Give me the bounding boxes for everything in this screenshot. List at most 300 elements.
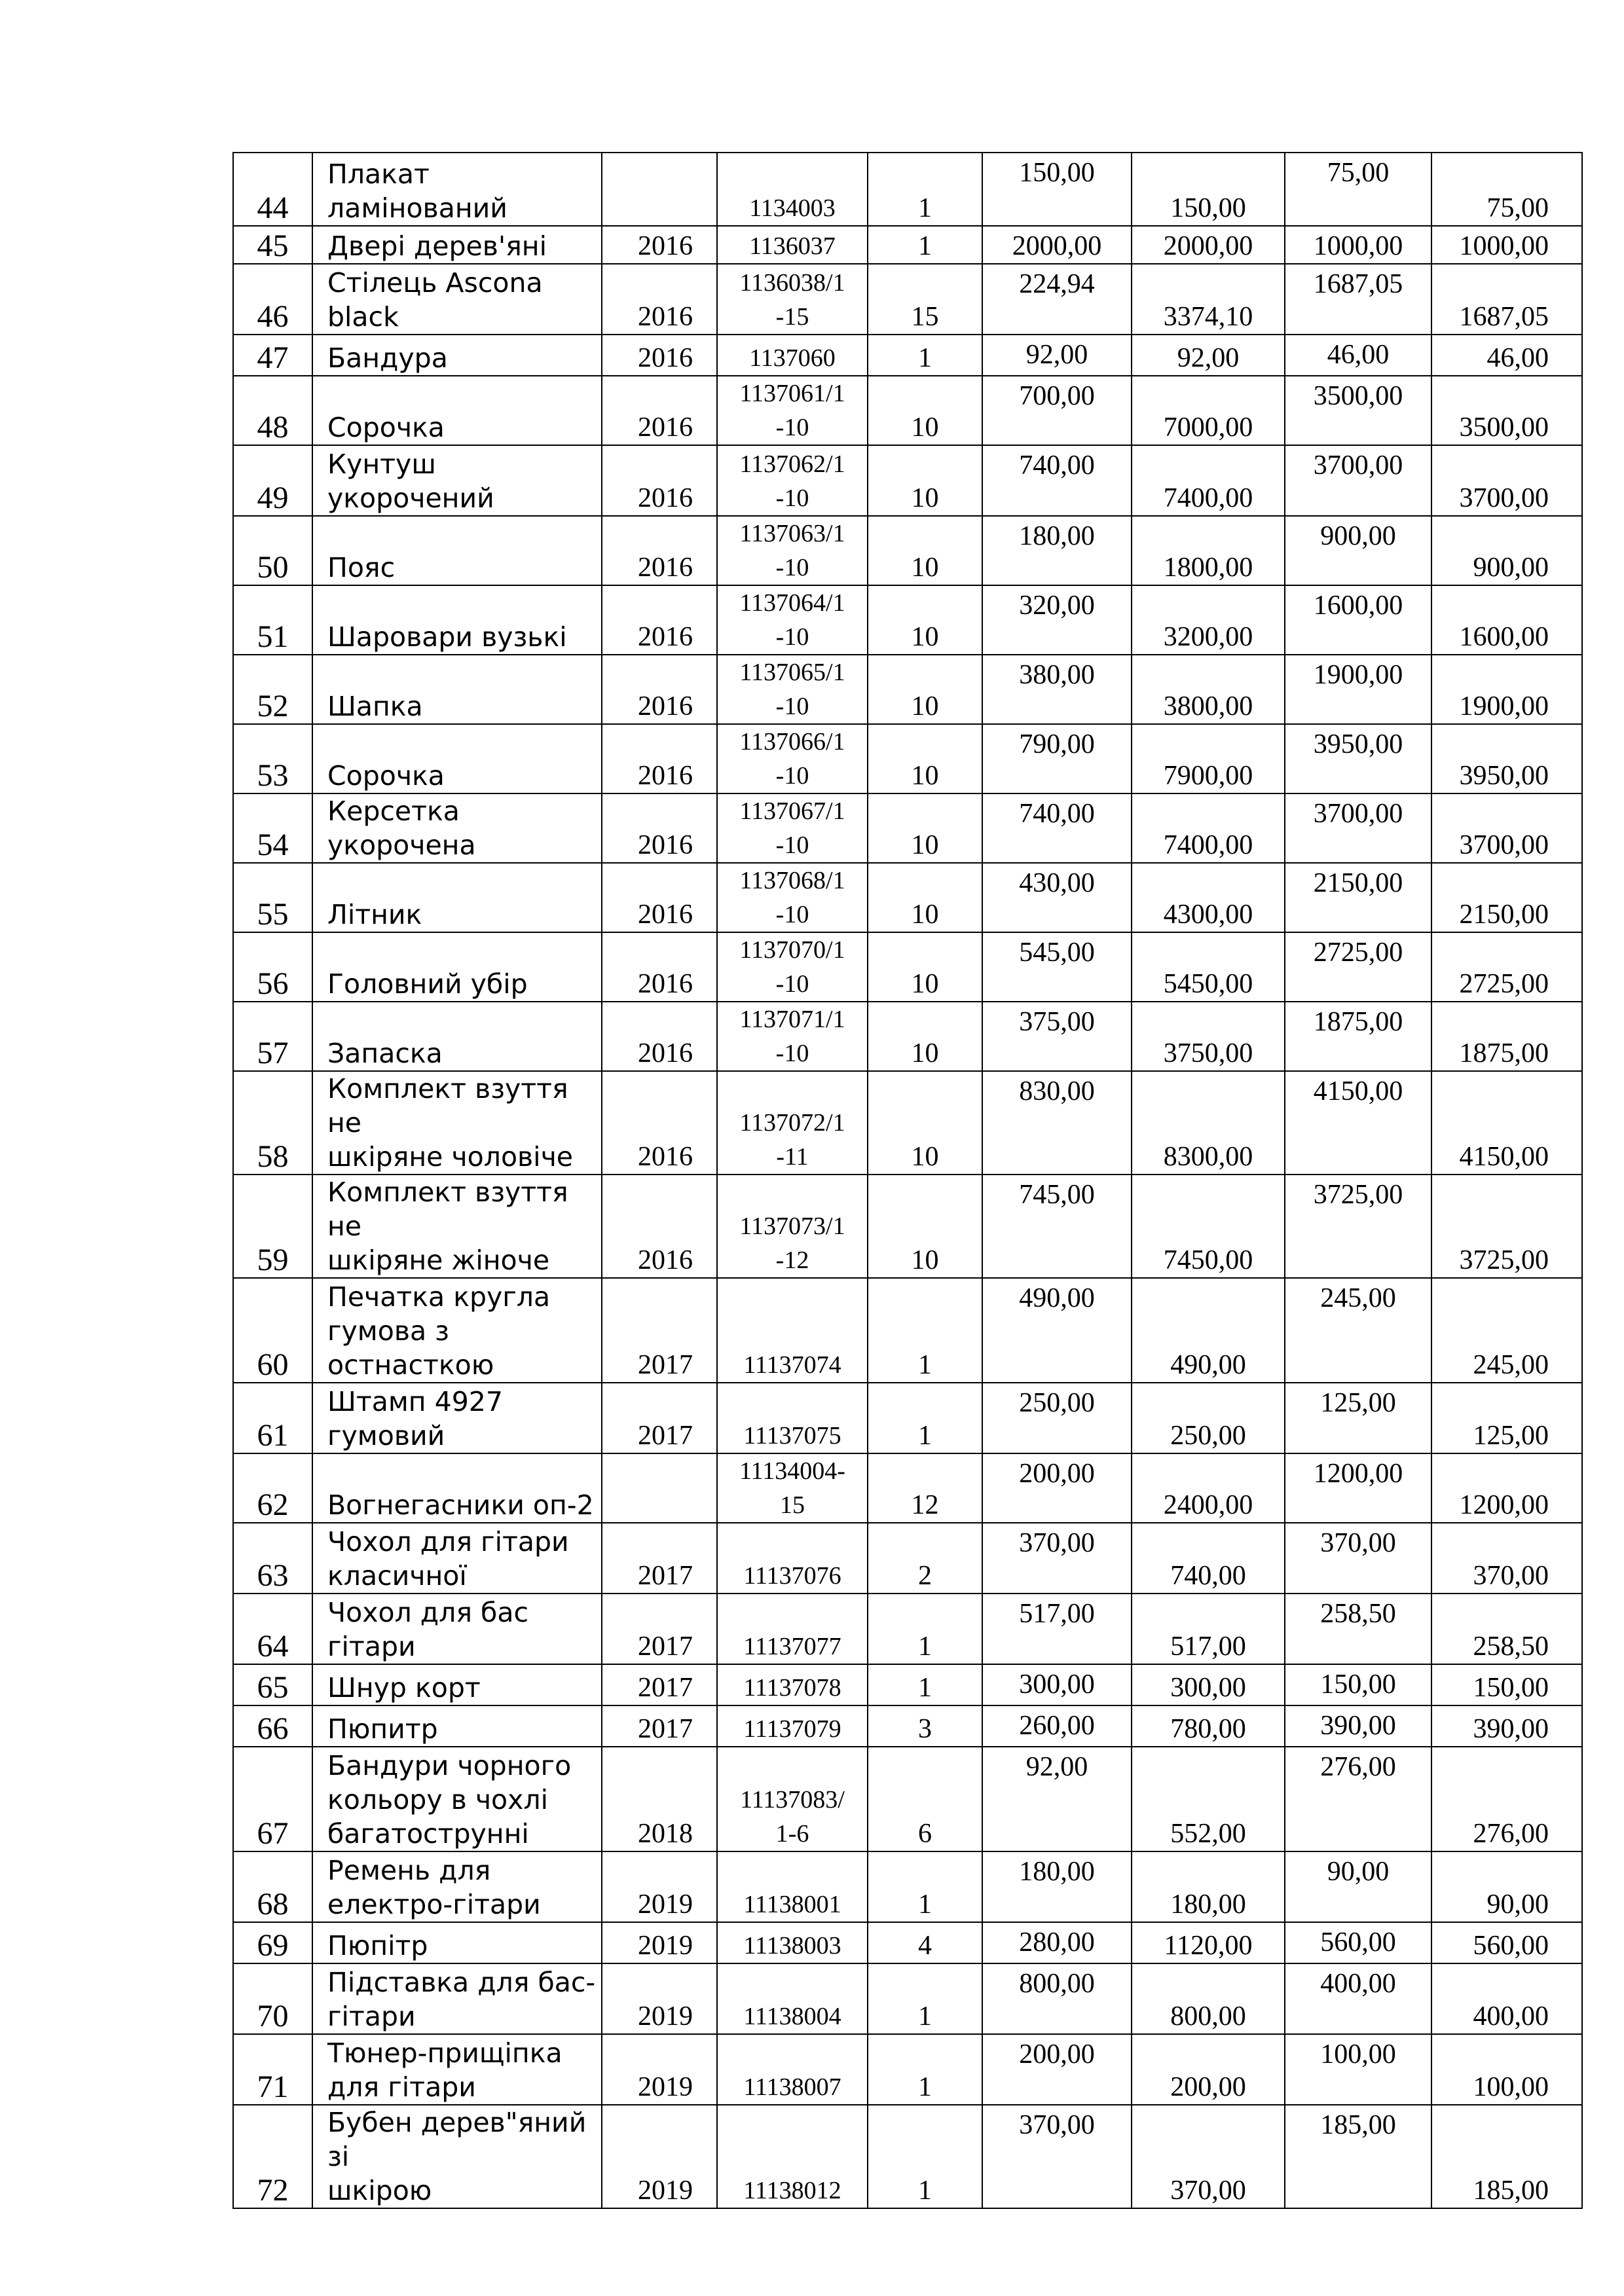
year-text: 2016: [638, 900, 693, 930]
cell-price: [982, 1664, 1132, 1705]
inv-text: 11137079: [743, 1715, 841, 1743]
table-row: [233, 335, 1582, 376]
inv-text: 11137074: [743, 1351, 841, 1379]
sum-text: 3750,00: [1163, 1038, 1253, 1068]
resid-text: 3725,00: [1459, 1245, 1549, 1275]
price-text: 150,00: [1019, 158, 1095, 188]
cell-qty: [868, 655, 982, 724]
name-text: Штамп 4927 гумовий: [327, 1386, 503, 1451]
cell-price: [982, 1002, 1132, 1071]
price-text: 830,00: [1019, 1076, 1095, 1106]
cell-name: [312, 1851, 602, 1922]
cell-price: [982, 2034, 1132, 2105]
cell-amort: [1285, 335, 1431, 376]
cell-amort: [1285, 376, 1431, 445]
cell-inv: [717, 1594, 868, 1664]
cell-name: [312, 1664, 602, 1705]
year-text: 2019: [638, 2001, 693, 2032]
cell-inv: [717, 1963, 868, 2034]
cell-name: [312, 1175, 602, 1278]
name-text: Пюпитр: [327, 1713, 438, 1745]
cell-sum: [1132, 1747, 1285, 1851]
cell-year: [602, 1851, 717, 1922]
cell-amort: [1285, 655, 1431, 724]
resid-text: 900,00: [1473, 553, 1549, 583]
amort-text: 560,00: [1320, 1927, 1396, 1958]
name-text: Комплект взуття не шкіряне чоловіче: [327, 1073, 574, 1173]
cell-inv: [717, 1071, 868, 1175]
cell-inv: [717, 655, 868, 724]
resid-text: 100,00: [1473, 2072, 1549, 2102]
name-text: Запаска: [327, 1038, 443, 1069]
num-text: 55: [257, 897, 289, 932]
cell-inv: [717, 1383, 868, 1453]
amort-text: 258,50: [1320, 1599, 1396, 1629]
cell-num: [233, 655, 312, 724]
cell-qty: [868, 1594, 982, 1664]
cell-amort: [1285, 863, 1431, 932]
cell-name: [312, 376, 602, 445]
cell-num: [233, 153, 312, 226]
amort-text: 1200,00: [1313, 1459, 1403, 1489]
year-text: 2017: [638, 1561, 693, 1591]
sum-text: 300,00: [1170, 1673, 1246, 1703]
cell-sum: [1132, 1523, 1285, 1594]
cell-resid: [1431, 585, 1582, 655]
cell-resid: [1431, 724, 1582, 793]
cell-year: [602, 1705, 717, 1747]
inv-text: 11138001: [743, 1891, 841, 1918]
num-text: 49: [257, 481, 289, 515]
cell-year: [602, 1747, 717, 1851]
inv-text: 11137078: [743, 1674, 841, 1702]
inv-text: 11138004: [743, 2003, 841, 2030]
name-text: Шнур корт: [327, 1672, 481, 1704]
num-text: 58: [257, 1139, 289, 1174]
resid-text: 2725,00: [1459, 969, 1549, 999]
cell-year: [602, 724, 717, 793]
cell-resid: [1431, 226, 1582, 264]
cell-num: [233, 1383, 312, 1453]
cell-name: [312, 724, 602, 793]
name-text: Стілець Ascona black: [327, 267, 543, 333]
year-text: 2016: [638, 343, 693, 373]
cell-num: [233, 1851, 312, 1922]
cell-qty: [868, 1664, 982, 1705]
cell-resid: [1431, 1705, 1582, 1747]
cell-qty: [868, 1705, 982, 1747]
cell-resid: [1431, 153, 1582, 226]
year-text: 2019: [638, 1931, 693, 1961]
cell-price: [982, 863, 1132, 932]
cell-amort: [1285, 1594, 1431, 1664]
cell-name: [312, 226, 602, 264]
amort-text: 100,00: [1320, 2039, 1396, 2069]
table-row: [233, 863, 1582, 932]
cell-qty: [868, 516, 982, 585]
cell-name: [312, 1963, 602, 2034]
num-text: 54: [257, 828, 289, 862]
table-row: [233, 793, 1582, 863]
table-row: [233, 1278, 1582, 1383]
cell-resid: [1431, 1594, 1582, 1664]
qty-text: 10: [911, 1142, 939, 1172]
cell-inv: [717, 376, 868, 445]
amort-text: 3700,00: [1313, 450, 1403, 481]
cell-resid: [1431, 2034, 1582, 2105]
num-text: 44: [257, 191, 289, 225]
cell-inv: [717, 153, 868, 226]
inv-text: 1136038/1 -15: [739, 269, 845, 331]
cell-name: [312, 1594, 602, 1664]
price-text: 380,00: [1019, 660, 1095, 690]
table-row: [233, 1383, 1582, 1453]
inv-text: 1136037: [749, 232, 836, 260]
cell-qty: [868, 1278, 982, 1383]
num-text: 70: [257, 1999, 289, 2033]
cell-sum: [1132, 1175, 1285, 1278]
inv-text: 1137067/1 -10: [739, 797, 845, 859]
inv-text: 1137071/1 -10: [739, 1006, 845, 1067]
cell-sum: [1132, 516, 1285, 585]
cell-price: [982, 932, 1132, 1002]
cell-resid: [1431, 863, 1582, 932]
year-text: 2016: [638, 412, 693, 443]
cell-amort: [1285, 585, 1431, 655]
sum-text: 370,00: [1170, 2176, 1246, 2206]
table-row: [233, 226, 1582, 264]
cell-num: [233, 1523, 312, 1594]
cell-sum: [1132, 1002, 1285, 1071]
cell-qty: [868, 1383, 982, 1453]
cell-inv: [717, 2105, 868, 2208]
table-row: [233, 376, 1582, 445]
year-text: 2016: [638, 302, 693, 332]
year-text: 2016: [638, 830, 693, 860]
sum-text: 92,00: [1177, 343, 1240, 373]
num-text: 56: [257, 966, 289, 1001]
cell-amort: [1285, 1002, 1431, 1071]
price-text: 800,00: [1019, 1969, 1095, 1999]
table-row: [233, 153, 1582, 226]
cell-resid: [1431, 264, 1582, 335]
sum-text: 2400,00: [1163, 1490, 1253, 1520]
year-text: 2016: [638, 1142, 693, 1172]
cell-num: [233, 1705, 312, 1747]
cell-price: [982, 1851, 1132, 1922]
cell-inv: [717, 1851, 868, 1922]
price-text: 375,00: [1019, 1007, 1095, 1037]
cell-sum: [1132, 932, 1285, 1002]
qty-text: 15: [911, 302, 939, 332]
qty-text: 3: [918, 1714, 932, 1744]
cell-year: [602, 264, 717, 335]
sum-text: 3374,10: [1163, 302, 1253, 332]
cell-qty: [868, 1002, 982, 1071]
cell-price: [982, 1705, 1132, 1747]
resid-text: 390,00: [1473, 1714, 1549, 1744]
cell-name: [312, 335, 602, 376]
name-text: Керсетка укорочена: [327, 795, 476, 861]
price-text: 517,00: [1019, 1599, 1095, 1629]
cell-num: [233, 226, 312, 264]
cell-amort: [1285, 1851, 1431, 1922]
table-row: [233, 1747, 1582, 1851]
cell-amort: [1285, 1963, 1431, 2034]
table-row: [233, 1963, 1582, 2034]
cell-amort: [1285, 1922, 1431, 1963]
sum-text: 517,00: [1170, 1631, 1246, 1662]
cell-year: [602, 445, 717, 516]
cell-name: [312, 1453, 602, 1523]
price-text: 370,00: [1019, 1528, 1095, 1558]
qty-text: 10: [911, 1245, 939, 1275]
cell-inv: [717, 445, 868, 516]
cell-inv: [717, 863, 868, 932]
resid-text: 3700,00: [1459, 830, 1549, 860]
amort-text: 3950,00: [1313, 729, 1403, 759]
sum-text: 780,00: [1170, 1714, 1246, 1744]
resid-text: 75,00: [1486, 193, 1549, 223]
cell-sum: [1132, 1278, 1285, 1383]
name-text: Підставка для бас- гітари: [327, 1967, 596, 2032]
cell-sum: [1132, 724, 1285, 793]
qty-text: 10: [911, 412, 939, 443]
cell-inv: [717, 1453, 868, 1523]
cell-amort: [1285, 1664, 1431, 1705]
amort-text: 3500,00: [1313, 381, 1403, 411]
name-text: Пояс: [327, 552, 396, 583]
cell-resid: [1431, 335, 1582, 376]
cell-amort: [1285, 2105, 1431, 2208]
cell-qty: [868, 1523, 982, 1594]
cell-inv: [717, 1175, 868, 1278]
price-text: 490,00: [1019, 1283, 1095, 1313]
cell-year: [602, 932, 717, 1002]
qty-text: 10: [911, 761, 939, 791]
cell-price: [982, 724, 1132, 793]
amort-text: 75,00: [1327, 158, 1390, 188]
cell-year: [602, 1922, 717, 1963]
cell-name: [312, 2034, 602, 2105]
inv-text: 1137063/1 -10: [739, 520, 845, 581]
num-text: 71: [257, 2069, 289, 2104]
qty-text: 1: [918, 193, 932, 223]
cell-qty: [868, 153, 982, 226]
price-text: 260,00: [1019, 1711, 1095, 1741]
cell-inv: [717, 1664, 868, 1705]
sum-text: 7000,00: [1163, 412, 1253, 443]
cell-resid: [1431, 1963, 1582, 2034]
num-text: 66: [257, 1711, 289, 1746]
price-text: 200,00: [1019, 2039, 1095, 2069]
cell-qty: [868, 724, 982, 793]
amort-text: 46,00: [1327, 340, 1390, 370]
cell-resid: [1431, 1278, 1582, 1383]
cell-year: [602, 2034, 717, 2105]
price-text: 430,00: [1019, 868, 1095, 898]
inv-text: 1137073/1 -12: [739, 1212, 845, 1274]
resid-text: 276,00: [1473, 1819, 1549, 1849]
price-text: 280,00: [1019, 1927, 1095, 1958]
sum-text: 200,00: [1170, 2072, 1246, 2102]
table-row: [233, 1922, 1582, 1963]
cell-inv: [717, 1747, 868, 1851]
cell-year: [602, 1594, 717, 1664]
cell-qty: [868, 264, 982, 335]
qty-text: 1: [918, 231, 932, 261]
cell-price: [982, 1523, 1132, 1594]
qty-text: 2: [918, 1561, 932, 1591]
table-row: [233, 1705, 1582, 1747]
cell-year: [602, 516, 717, 585]
cell-amort: [1285, 724, 1431, 793]
cell-inv: [717, 1705, 868, 1747]
num-text: 65: [257, 1670, 289, 1705]
inv-text: 11137077: [743, 1633, 841, 1660]
name-text: Сорочка: [327, 760, 445, 792]
cell-qty: [868, 585, 982, 655]
price-text: 200,00: [1019, 1459, 1095, 1489]
year-text: 2016: [638, 1245, 693, 1275]
price-text: 740,00: [1019, 450, 1095, 481]
amort-text: 1000,00: [1313, 231, 1403, 261]
num-text: 48: [257, 410, 289, 445]
sum-text: 3800,00: [1163, 691, 1253, 721]
year-text: 2018: [638, 1819, 693, 1849]
sum-text: 4300,00: [1163, 900, 1253, 930]
resid-text: 3700,00: [1459, 483, 1549, 513]
year-text: 2016: [638, 691, 693, 721]
cell-qty: [868, 226, 982, 264]
resid-text: 245,00: [1473, 1350, 1549, 1380]
cell-sum: [1132, 1071, 1285, 1175]
cell-price: [982, 655, 1132, 724]
resid-text: 4150,00: [1459, 1142, 1549, 1172]
cell-price: [982, 1594, 1132, 1664]
table-row: [233, 1175, 1582, 1278]
cell-num: [233, 863, 312, 932]
amort-text: 400,00: [1320, 1969, 1396, 1999]
inv-text: 11138012: [743, 2177, 841, 2204]
num-text: 53: [257, 758, 289, 793]
year-text: 2017: [638, 1673, 693, 1703]
year-text: 2016: [638, 622, 693, 652]
cell-resid: [1431, 1664, 1582, 1705]
amort-text: 900,00: [1320, 521, 1396, 551]
cell-name: [312, 585, 602, 655]
resid-text: 1900,00: [1459, 691, 1549, 721]
cell-year: [602, 655, 717, 724]
cell-resid: [1431, 1071, 1582, 1175]
num-text: 52: [257, 689, 289, 723]
inv-text: 1137070/1 -10: [739, 936, 845, 998]
year-text: 2019: [638, 2176, 693, 2206]
cell-year: [602, 1664, 717, 1705]
cell-inv: [717, 1523, 868, 1594]
resid-text: 258,50: [1473, 1631, 1549, 1662]
resid-text: 370,00: [1473, 1561, 1549, 1591]
inv-text: 11137076: [743, 1562, 841, 1590]
cell-num: [233, 724, 312, 793]
amort-text: 1600,00: [1313, 591, 1403, 621]
cell-year: [602, 226, 717, 264]
qty-text: 1: [918, 1631, 932, 1662]
cell-inv: [717, 226, 868, 264]
cell-sum: [1132, 1963, 1285, 2034]
cell-num: [233, 264, 312, 335]
qty-text: 6: [918, 1819, 932, 1849]
cell-year: [602, 335, 717, 376]
cell-qty: [868, 376, 982, 445]
cell-amort: [1285, 1071, 1431, 1175]
cell-amort: [1285, 1453, 1431, 1523]
name-text: Сорочка: [327, 412, 445, 443]
inv-text: 11138007: [743, 2073, 841, 2101]
amort-text: 1900,00: [1313, 660, 1403, 690]
name-text: Ремень для електро-гітари: [327, 1855, 541, 1920]
sum-text: 800,00: [1170, 2001, 1246, 2032]
amort-text: 150,00: [1320, 1669, 1396, 1700]
cell-sum: [1132, 2105, 1285, 2208]
qty-text: 12: [911, 1490, 939, 1520]
cell-price: [982, 1963, 1132, 2034]
name-text: Головний убір: [327, 968, 528, 1000]
amort-text: 1687,05: [1313, 269, 1403, 299]
cell-resid: [1431, 1175, 1582, 1278]
cell-num: [233, 2105, 312, 2208]
cell-price: [982, 1453, 1132, 1523]
cell-price: [982, 376, 1132, 445]
cell-num: [233, 1453, 312, 1523]
resid-text: 1600,00: [1459, 622, 1549, 652]
cell-num: [233, 1175, 312, 1278]
cell-amort: [1285, 264, 1431, 335]
inv-text: 1137066/1 -10: [739, 728, 845, 790]
inventory-table-body: [233, 153, 1582, 2208]
cell-name: [312, 264, 602, 335]
cell-year: [602, 863, 717, 932]
price-text: 320,00: [1019, 591, 1095, 621]
cell-inv: [717, 932, 868, 1002]
table-row: [233, 1523, 1582, 1594]
cell-num: [233, 1963, 312, 2034]
name-text: Чохол для гітари класичної: [327, 1526, 569, 1592]
name-text: Пюпітр: [327, 1930, 428, 1961]
inv-text: 11137083/ 1-6: [740, 1786, 845, 1848]
sum-text: 1800,00: [1163, 553, 1253, 583]
cell-name: [312, 932, 602, 1002]
cell-price: [982, 793, 1132, 863]
amort-text: 4150,00: [1313, 1076, 1403, 1106]
name-text: Кунтуш укорочений: [327, 448, 494, 514]
qty-text: 1: [918, 2072, 932, 2102]
year-text: 2016: [638, 553, 693, 583]
qty-text: 10: [911, 691, 939, 721]
inv-text: 1137064/1 -10: [739, 589, 845, 651]
resid-text: 1875,00: [1459, 1038, 1549, 1068]
cell-name: [312, 2105, 602, 2208]
cell-num: [233, 1922, 312, 1963]
cell-qty: [868, 1175, 982, 1278]
cell-price: [982, 2105, 1132, 2208]
resid-text: 1000,00: [1459, 231, 1549, 261]
cell-sum: [1132, 226, 1285, 264]
qty-text: 1: [918, 1350, 932, 1380]
cell-name: [312, 1747, 602, 1851]
cell-amort: [1285, 2034, 1431, 2105]
cell-resid: [1431, 1922, 1582, 1963]
